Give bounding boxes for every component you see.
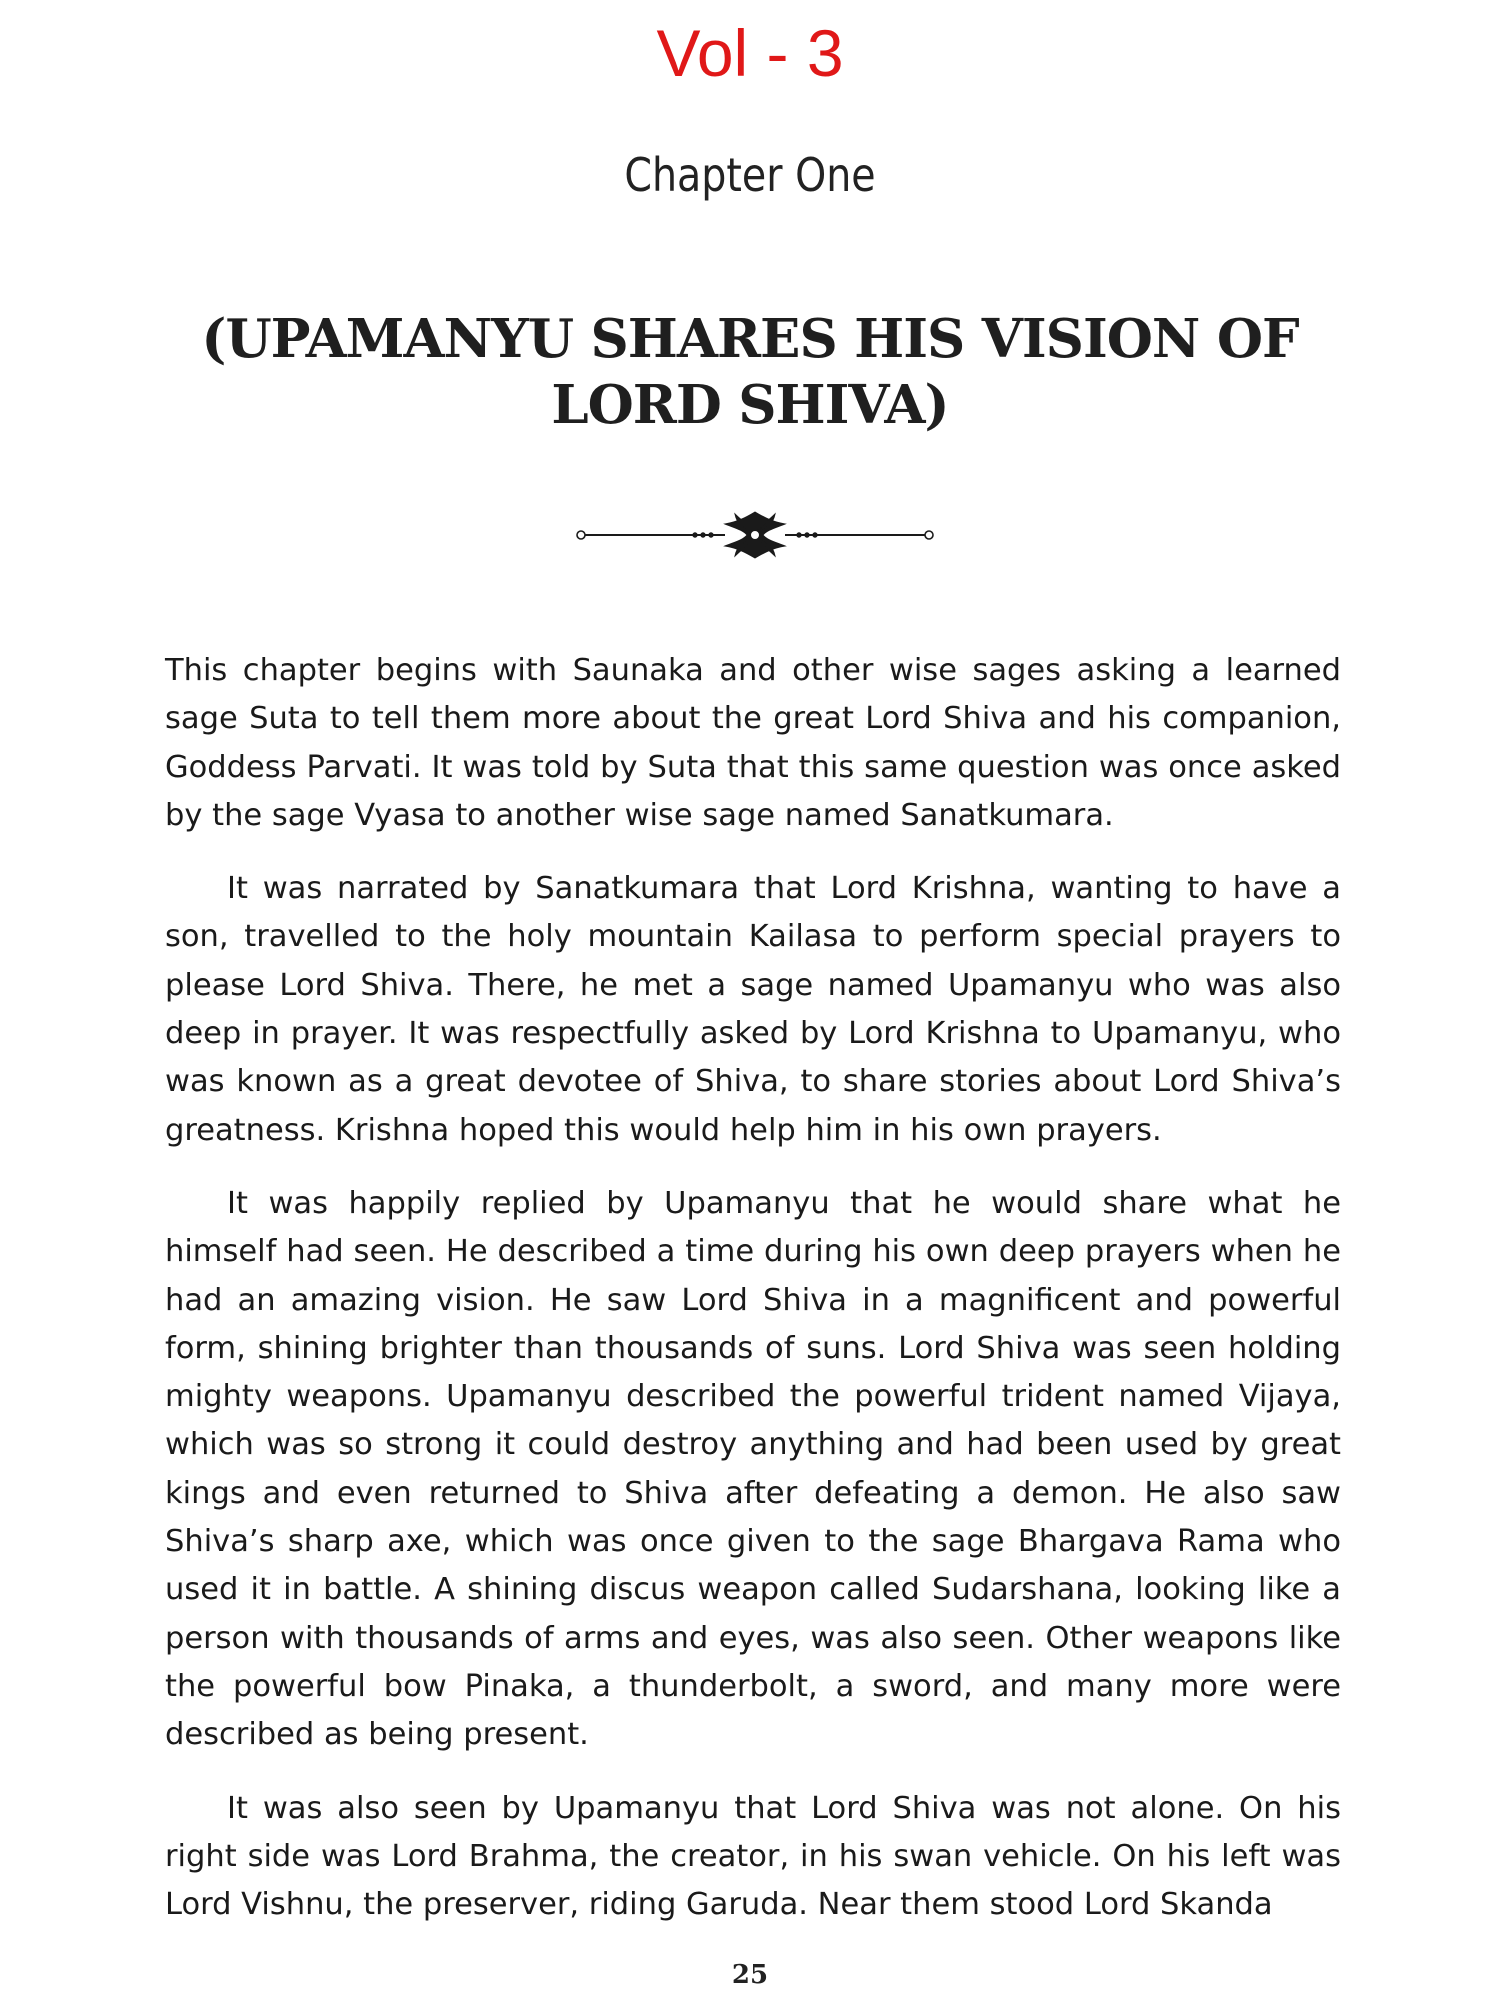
page-number: 25 xyxy=(731,1960,769,1990)
paragraph-1: This chapter begins with Saunaka and other wise sages asking a learned sage Suta to tell them more about the great Lord Shiva and his companion, Goddess Parvati. It was told by Suta that this same question was once asked by the sage Vyasa to another wise sage named Sanatkumara. xyxy=(165,653,1341,833)
paragraph-2: It was narrated by Sanatkumara that Lord Krishna, wanting to have a son, travelled to the holy mountain Kailasa to perform special prayers to please Lord Shiva. There, he met a sage named Upamanyu who was also deep in prayer. It was respectfully asked by Lord Krishna to Upamanyu, who was known as a great devotee of Shiva, to share stories about Lord Shiva’s greatness. Krishna hoped this would help him in his own prayers. xyxy=(165,871,1341,1148)
volume-label: Vol - 3 xyxy=(656,16,844,90)
paragraph-4: It was also seen by Upamanyu that Lord Shiva was not alone. On his right side was Lord Brahma, the creator, in his swan vehicle. On his left was Lord Vishnu, the preserver, riding Garuda. Near them stood Lord Skanda xyxy=(165,1790,1341,1923)
chapter-number: Chapter One xyxy=(624,148,876,202)
floral-divider-icon xyxy=(575,500,935,570)
chapter-title-line-2: LORD SHIVA) xyxy=(551,374,949,436)
chapter-title-line-1: (UPAMANYU SHARES HIS VISION OF xyxy=(201,308,1299,370)
paragraph-3: It was happily replied by Upamanyu that he would share what he himself had seen. He described a time during his own deep prayers when he had an amazing vision. He saw Lord Shiva in a magnificent and powerful form, shining brighter than thousands of suns. Lord Shiva was seen holding mighty weapons. Upamanyu described the powerful trident named Vijaya, which was so strong it could destroy anything and had been used by great kings and even returned to Shiva after defeating a demon. He also saw Shiva’s sharp axe, which was once given to the sage Bhargava Rama who used it in battle. A shining discus weapon called Sudarshana, looking like a person with thousands of arms and eyes, was also seen. Other weapons like the powerful bow Pinaka, a thunderbolt, a sword, and many more were described as being present. xyxy=(165,1185,1341,1753)
chapter-title xyxy=(150,306,1350,438)
chapter-body xyxy=(165,647,1341,1954)
